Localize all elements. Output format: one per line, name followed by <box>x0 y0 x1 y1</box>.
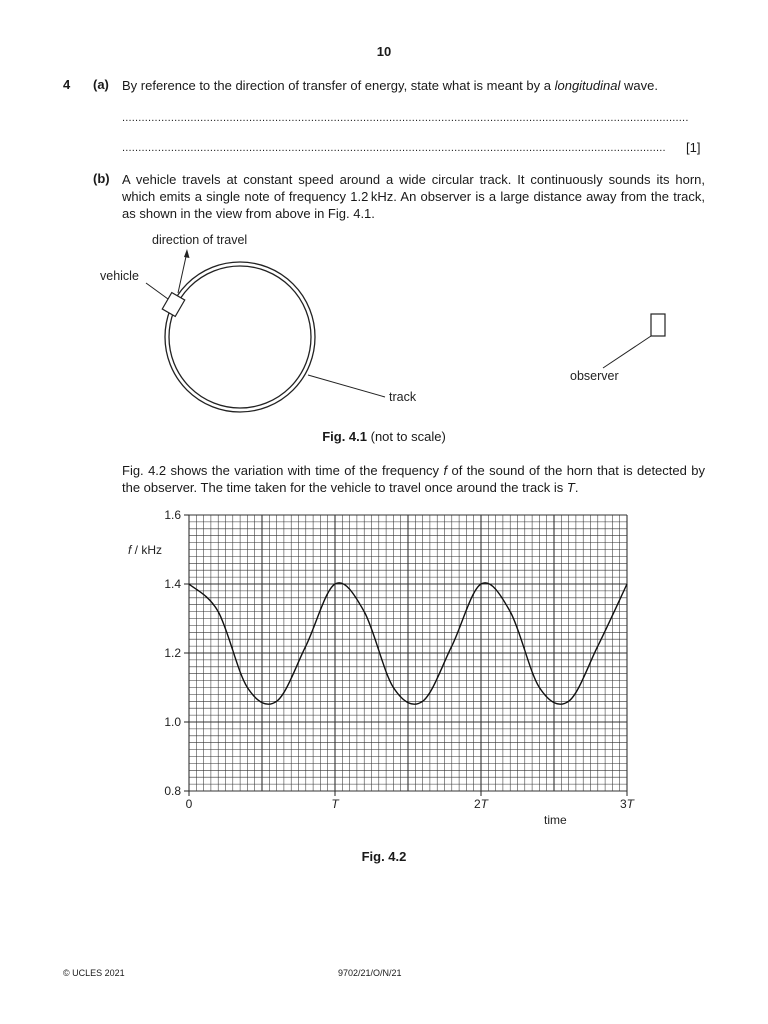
track-outer-circle <box>165 262 315 412</box>
answer-line-2[interactable]: ....................................................................................................................................................................... <box>122 142 666 154</box>
figure-4-1 <box>0 225 768 425</box>
y-tick-label: 1.2 <box>164 646 181 660</box>
x-tick-T: T <box>480 797 489 811</box>
part-a-marks: [1] <box>686 140 701 155</box>
question-number: 4 <box>63 77 71 92</box>
x-tick-coef: 2 <box>473 797 481 811</box>
footer-copyright: © UCLES 2021 <box>63 968 125 978</box>
direction-arrowhead <box>184 249 190 258</box>
text2-f: f <box>443 463 448 478</box>
observer-box <box>651 314 665 336</box>
x-tick-coef: 0 <box>185 797 193 811</box>
label-track: track <box>389 390 417 404</box>
x-tick-T: T <box>331 797 339 811</box>
direction-arrow-line <box>178 252 187 293</box>
y-tick-label: 1.6 <box>164 508 181 522</box>
text2-T: T <box>566 480 575 495</box>
part-a-text-after: wave. <box>620 78 658 93</box>
part-b-question: A vehicle travels at constant speed around a wide circular track. It continuously sounds its horn, which emits a single note of frequency 1.2 kHz. An observer is a large distance away from the track, as shown in the view from above in Fig. 4.1. <box>122 172 705 221</box>
chart-x-ticks <box>186 791 636 811</box>
label-direction-of-travel: direction of travel <box>152 233 248 247</box>
figure-4-2-caption <box>0 849 768 864</box>
y-tick-label: 1.0 <box>164 715 181 729</box>
footer-paper-code: 9702/21/O/N/21 <box>338 968 402 978</box>
label-vehicle: vehicle <box>100 269 139 283</box>
x-tick-label <box>331 797 340 811</box>
observer-leader-line <box>603 336 651 368</box>
text2-mid: of the sound of the horn that is detected by the observer. The time taken for the vehicle to travel once around the track is <box>122 463 705 495</box>
label-observer: observer <box>570 369 619 383</box>
x-tick-label <box>186 797 193 811</box>
part-b-label: (b) <box>93 171 110 186</box>
part-b-fig42-description <box>122 462 705 496</box>
x-tick-label <box>474 797 490 811</box>
text2-before: Fig. 4.2 shows the variation with time of the frequency <box>122 463 444 478</box>
x-tick-coef: 3 <box>619 797 627 811</box>
part-a-text-italic: longitudinal <box>554 78 621 93</box>
chart-ylabel-unit: / kHz <box>131 543 163 557</box>
chart-xlabel: time <box>544 813 567 827</box>
fig42-caption-bold: Fig. 4.2 <box>361 849 407 864</box>
fig41-caption-bold: Fig. 4.1 <box>322 429 368 444</box>
track-leader-line <box>308 375 385 397</box>
answer-line-1[interactable]: .............................................................................................................................................................................. <box>122 112 689 124</box>
fig41-caption-rest: (not to scale) <box>367 429 446 444</box>
y-tick-label: 0.8 <box>164 784 181 798</box>
chart-y-ticks <box>164 508 189 798</box>
figure-4-2-chart <box>0 500 768 840</box>
vehicle-leader-line <box>146 283 168 299</box>
part-a-text-before: By reference to the direction of transfer of energy, state what is meant by a <box>122 78 555 93</box>
x-tick-label <box>620 797 636 811</box>
y-tick-label: 1.4 <box>164 577 181 591</box>
part-a-label: (a) <box>93 77 109 92</box>
track-inner-circle <box>169 266 311 408</box>
text2-end: . <box>574 480 579 495</box>
chart-ylabel-f: f <box>128 543 132 557</box>
chart-ylabel <box>128 543 162 557</box>
x-tick-T: T <box>626 797 635 811</box>
figure-4-1-caption <box>0 429 768 444</box>
part-a-question <box>122 77 707 94</box>
page-number: 10 <box>376 44 392 59</box>
